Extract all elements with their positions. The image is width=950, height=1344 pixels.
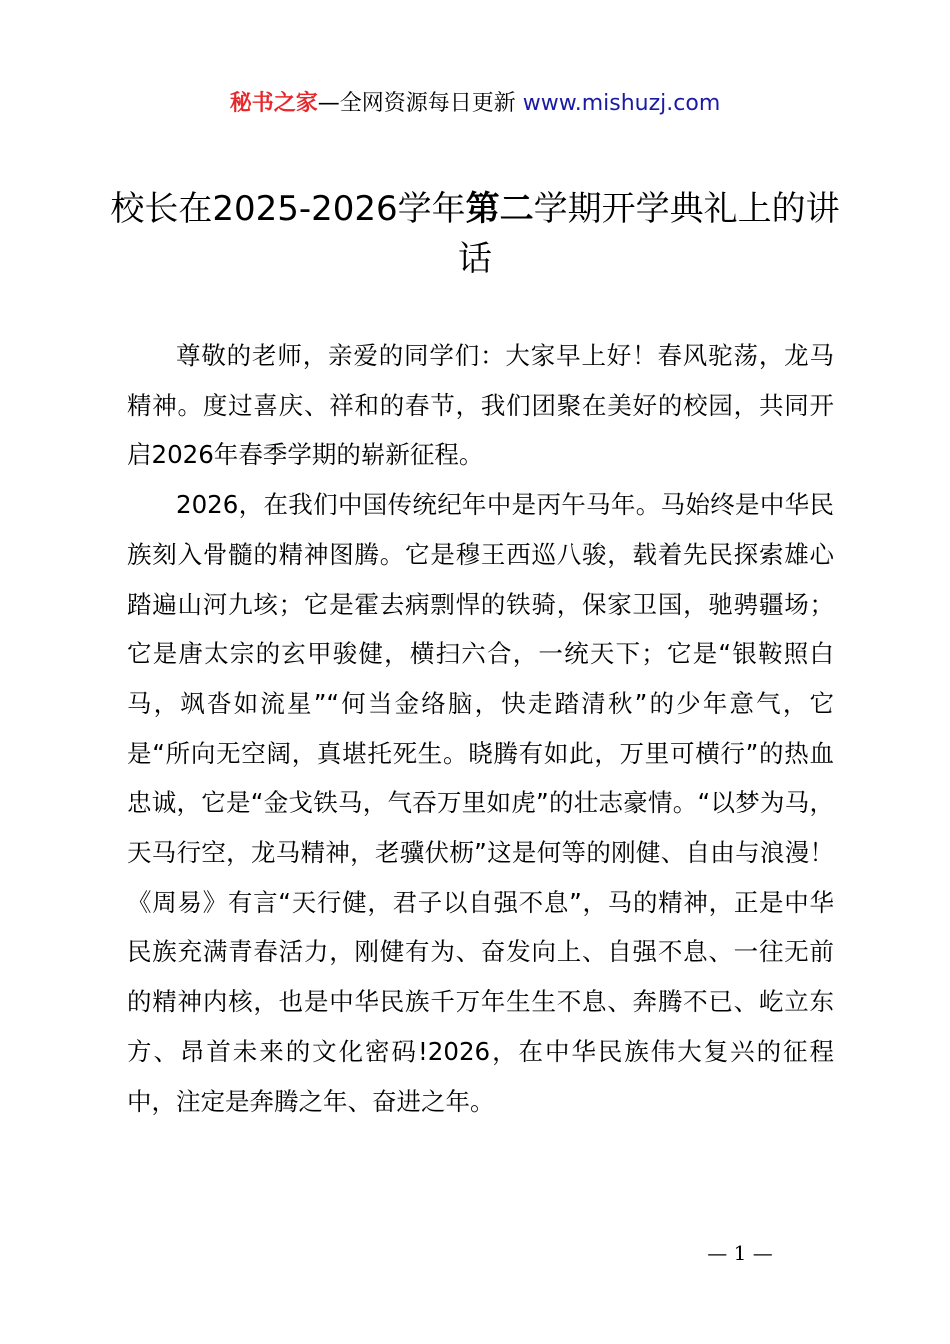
title-part-2: 学期开学典礼上的讲话 — [458, 189, 840, 279]
title-bold-part: 第二 — [465, 189, 534, 229]
site-brand: 秘书之家 — [229, 91, 318, 116]
paragraph-greeting: 尊敬的老师，亲爱的同学们：大家早上好！春风驼荡，龙马精神。度过喜庆、祥和的春节，我们团聚在美好的校园，共同开启2026年春季学期的崭新征程。 — [127, 341, 834, 470]
title-part-1: 校长在2025-2026学年 — [110, 189, 466, 229]
site-header — [0, 88, 950, 120]
paragraph-horse-spirit: 2026，在我们中国传统纪年中是丙午马年。马始终是中华民族刻入骨髓的精神图腾。它是穆王西巡八骏，载着先民探索雄心踏遍山河九垓；它是霍去病剽悍的铁骑，保家卫国，驰骋疆场；它是唐太宗的玄甲骏健，横扫六合，一统天下；它是“银鞍照白马，飒沓如流星”“何当金络脑，快走踏清秋”的少年意气，它是“所向无空阔，真堪托死生。晓腾有如此，万里可横行”的热血忠诚，它是“金戈铁马，气吞万里如虎”的壮志豪情。“以梦为马，天马行空，龙马精神，老骥伏枥”这是何等的刚健、自由与浪漫！《周易》有言“天行健，君子以自强不息”，马的精神，正是中华民族充满青春活力，刚健有为、奋发向上、自强不息、一往无前的精神内核，也是中华民族千万年生生不息、奔腾不已、屹立东方、昂首未来的文化密码!2026，在中华民族伟大复兴的征程中，注定是奔腾之年、奋进之年。 — [127, 490, 834, 1116]
document-title — [110, 184, 840, 284]
site-url-link[interactable]: www.mishuzj.com — [522, 91, 721, 116]
document-body — [127, 331, 834, 1126]
site-slogan: —全网资源每日更新 — [317, 91, 523, 116]
page-number: — 1 — — [707, 1241, 773, 1265]
